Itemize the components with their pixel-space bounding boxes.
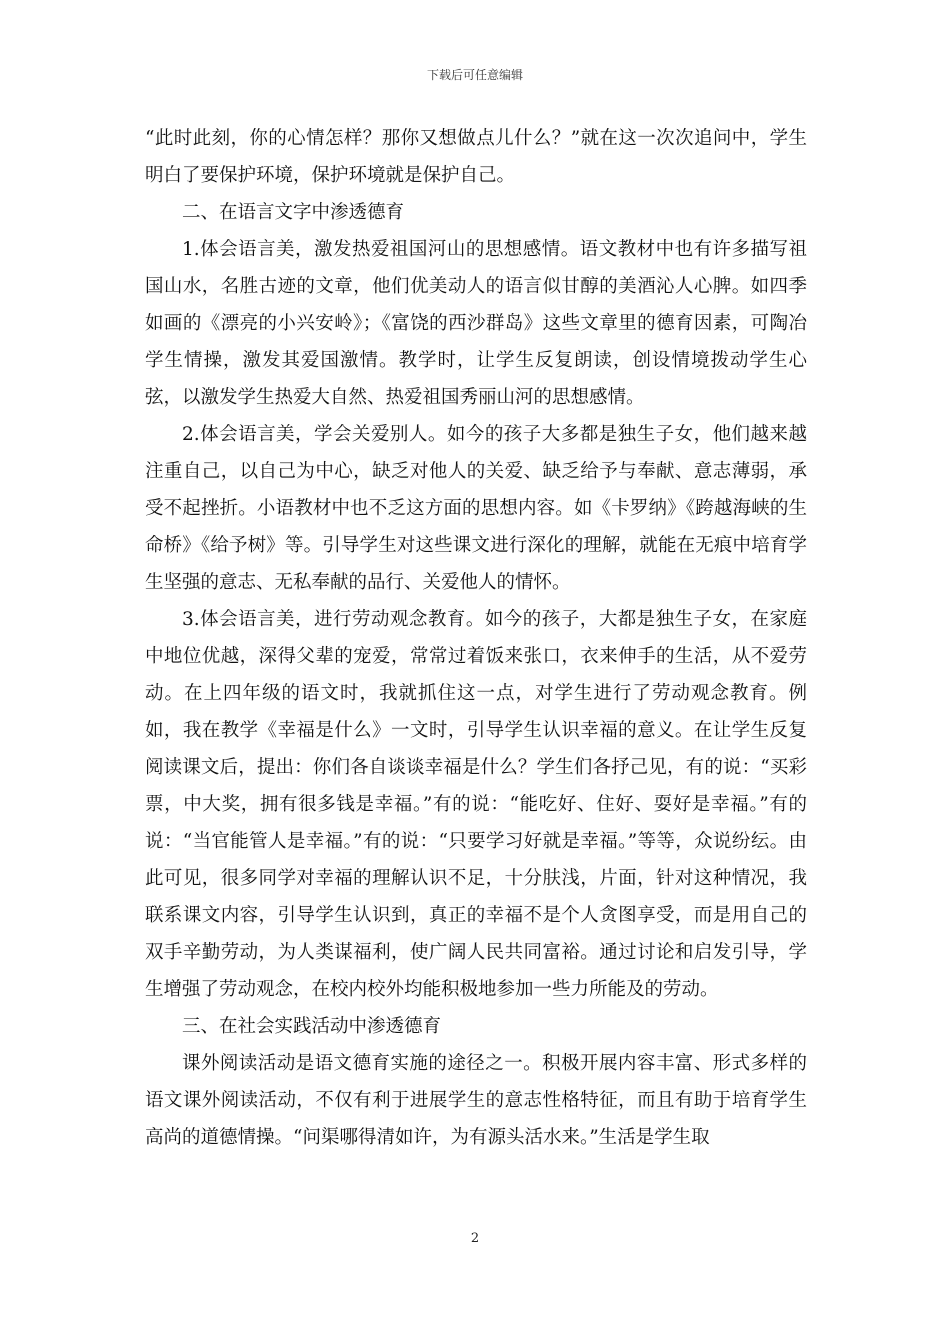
page-number: 2 — [470, 1231, 480, 1246]
paragraph-3: 3.体会语言美，进行劳动观念教育。如今的孩子，大都是独生子女，在家庭中地位优越，深得父辈的宠爱，常常过着饭来张口，衣来伸手的生活，从不爱劳动。在上四年级的语文时，我就抓住这一点，对学生进行了劳动观念教育。例如，我在教学《幸福是什么》一文时，引导学生认识幸福的意义。在让学生反复阅读课文后，提出：你们各自谈谈幸福是什么？学生们各抒己见，有的说：“买彩票，中大奖，拥有很多钱是幸福。”有的说：“能吃好、住好、耍好是幸福。”有的说：“当官能管人是幸福。”有的说：“只要学习好就是幸福。”等等，众说纷纭。由此可见，很多同学对幸福的理解认识不足，十分肤浅，片面，针对这种情况，我联系课文内容，引导学生认识到，真正的幸福不是个人贪图享受，而是用自己的双手辛勤劳动，为人类谋福利，使广阔人民共同富裕。通过讨论和启发引导，学生增强了劳动观念，在校内校外均能积极地参加一些力所能及的劳动。 — [145, 609, 807, 1000]
section-heading-2: 二、在语言文字中渗透德育 — [182, 202, 405, 223]
page-header: 下载后可任意编辑 — [426, 68, 523, 82]
paragraph-2: 2.体会语言美，学会关爱别人。如今的孩子大多都是独生子女，他们越来越注重自己，以自己为中心，缺乏对他人的关爱、缺乏给予与奉献、意志薄弱，承受不起挫折。小语教材中也不乏这方面的思想内容。如《卡罗纳》《跨越海峡的生命桥》《给予树》等。引导学生对这些课文进行深化的理解，就能在无痕中培育学生坚强的意志、无私奉献的品行、关爱他人的情怀。 — [145, 424, 807, 593]
section-heading-3: 三、在社会实践活动中渗透德育 — [182, 1016, 442, 1037]
paragraph-1: 1.体会语言美，激发热爱祖国河山的思想感情。语文教材中也有许多描写祖国山水，名胜古迹的文章，他们优美动人的语言似甘醇的美酒沁人心脾。如四季如画的《漂亮的小兴安岭》；《富饶的西沙群岛》这些文章里的德育因素，可陶冶学生情操，激发其爱国激情。教学时，让学生反复朗读，创设情境拨动学生心弦，以激发学生热爱大自然、热爱祖国秀丽山河的思想感情。 — [145, 239, 807, 408]
document-body — [145, 120, 807, 1156]
paragraph-4: 课外阅读活动是语文德育实施的途径之一。积极开展内容丰富、形式多样的语文课外阅读活动，不仅有利于进展学生的意志性格特征，而且有助于培育学生高尚的道德情操。“问渠哪得清如许，为有源头活水来。”生活是学生取 — [145, 1053, 807, 1148]
paragraph-continuation: “此时此刻，你的心情怎样？那你又想做点儿什么？”就在这一次次追问中，学生明白了要保护环境，保护环境就是保护自己。 — [145, 128, 807, 186]
